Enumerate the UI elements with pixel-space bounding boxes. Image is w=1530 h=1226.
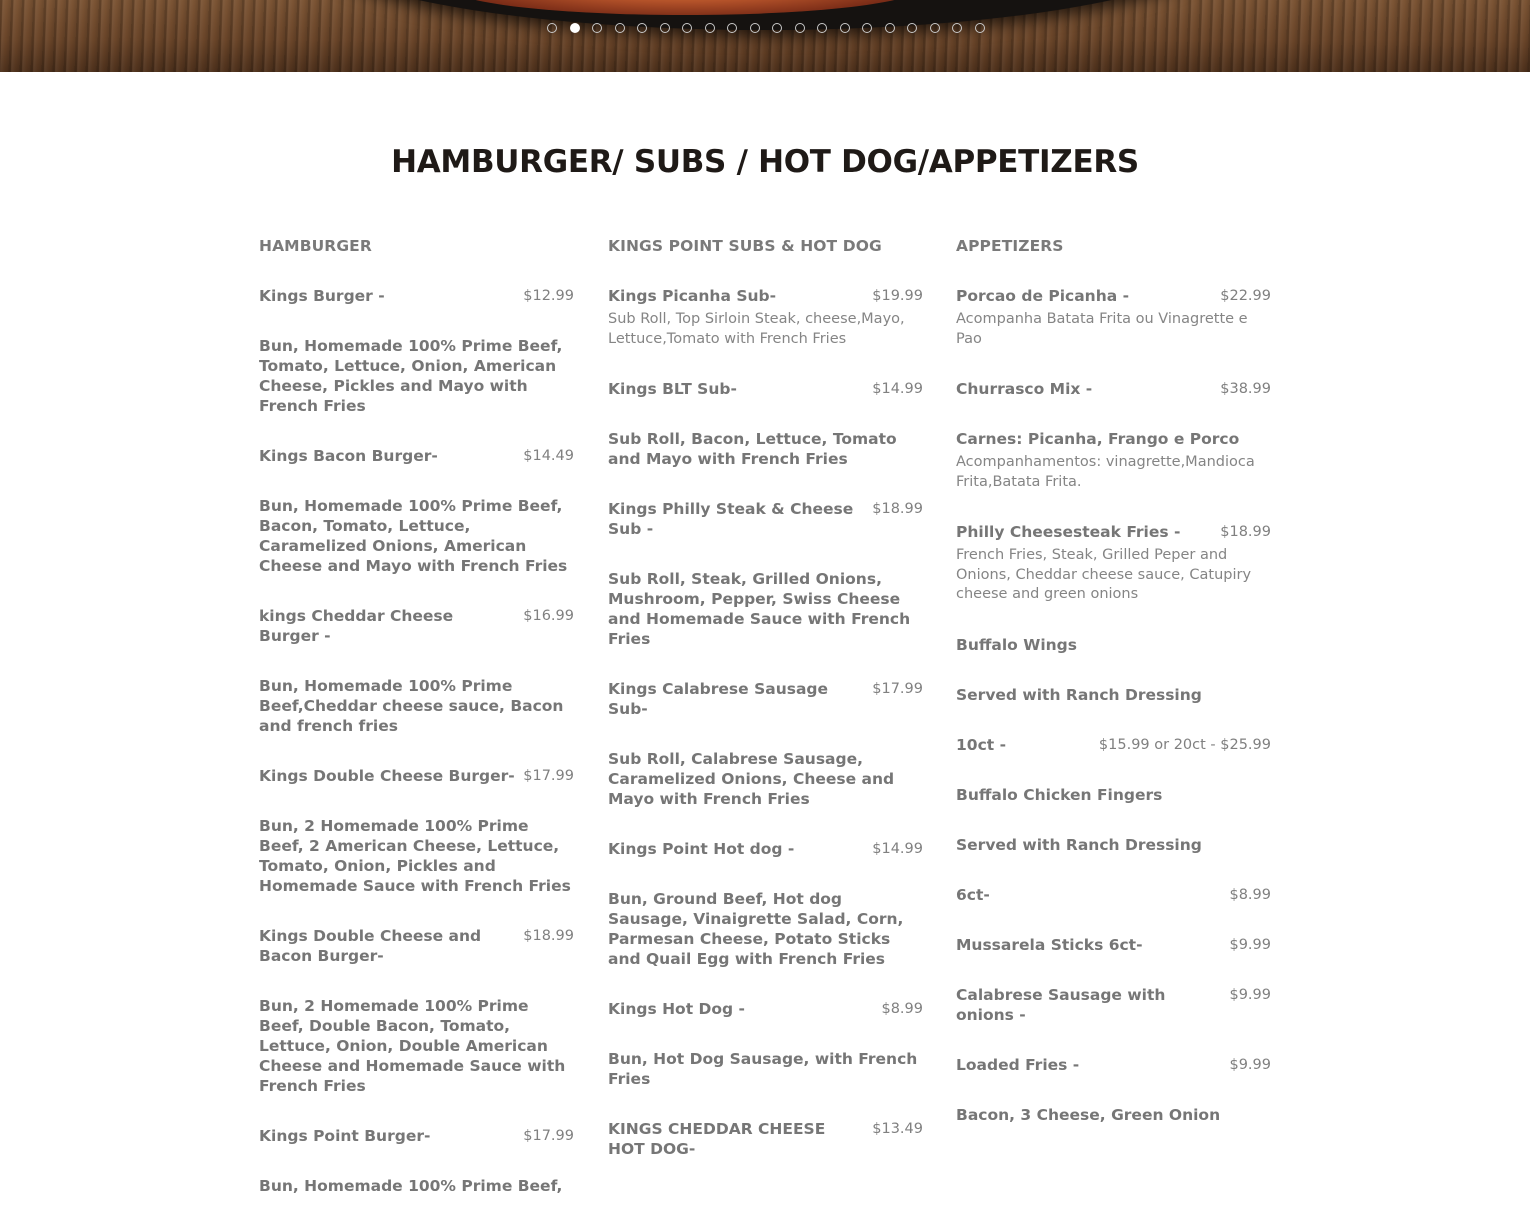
menu-item [608,889,923,969]
slider-dot-18[interactable] [930,23,940,33]
menu-item [259,496,574,576]
menu-item-price: $8.99 [1229,886,1271,903]
menu-item-price: $16.99 [523,608,574,624]
menu-item [608,999,923,1019]
menu-item-price: $17.99 [872,681,923,697]
menu-item-name: 6ct- [956,885,990,904]
menu-item-name: Kings BLT Sub- [608,380,737,398]
menu-item [259,446,574,466]
slider-dot-16[interactable] [885,23,895,33]
menu-item-row [608,1049,923,1089]
menu-item [956,522,1271,605]
menu-item-name: KINGS CHEDDAR CHEESE HOT DOG- [608,1120,826,1158]
menu-item-name: Bun, Homemade 100% Prime Beef, Tomato, Lettuce, Onion, American Cheese, Pickles and Mayo with French Fries [259,337,563,415]
slider-dot-17[interactable] [907,23,917,33]
menu-item-name: Kings Bacon Burger- [259,447,438,465]
menu-item [608,679,923,719]
menu-item-price: $18.99 [872,501,923,517]
menu-item-price: $18.99 [1220,524,1271,540]
slider-dot-1[interactable] [547,23,557,33]
menu-item-row [956,785,1271,805]
menu-item-name: Served with Ranch Dressing [956,685,1202,704]
menu-item-name: Buffalo Chicken Fingers [956,785,1163,804]
menu-item-name: Kings Point Burger- [259,1127,431,1145]
menu-item [259,766,574,786]
menu-item-row [259,676,574,736]
menu-item-price: $19.99 [872,288,923,304]
slider-dot-3[interactable] [592,23,602,33]
menu-item [608,1049,923,1089]
menu-column-subs-hotdog [608,236,923,1189]
menu-item-name: Kings Picanha Sub- [608,287,777,305]
menu-item [608,499,923,539]
menu-item-row [956,635,1271,655]
slider-dot-10[interactable] [750,23,760,33]
menu-item [956,735,1271,755]
menu-item-row [608,1119,923,1159]
category-heading: HAMBURGER [259,237,372,255]
menu-item [956,379,1271,399]
menu-item [956,835,1271,855]
menu-item [608,569,923,649]
menu-item-row [608,679,923,719]
menu-item-row [608,749,923,809]
menu-item-row [608,889,923,969]
menu-item-price: $14.99 [872,381,923,397]
slider-dot-14[interactable] [840,23,850,33]
menu-item [956,635,1271,655]
menu-item-row [956,885,1271,905]
menu-item-row [259,496,574,576]
slider-pagination [547,23,985,33]
menu-item-row [956,429,1271,449]
menu-item [956,985,1271,1025]
menu-item-name: Sub Roll, Bacon, Lettuce, Tomato and Mayo with French Fries [608,430,897,468]
menu-item-name: Bun, 2 Homemade 100% Prime Beef, Double Bacon, Tomato, Lettuce, Onion, Double American Cheese and Homemade Sauce with French Fries [259,997,566,1095]
menu-column-hamburger [259,236,574,1226]
menu-item-description: Sub Roll, Top Sirloin Steak, cheese,Mayo, Lettuce,Tomato with French Fries [608,311,905,347]
menu-item-price: $38.99 [1220,381,1271,397]
menu-item-name: Bun, Homemade 100% Prime Beef, Bacon, Tomato, Lettuce, Caramelized Onions, American Cheese and Mayo with French Fries [259,497,568,575]
menu-item-name: Carnes: Picanha, Frango e Porco [956,430,1240,448]
menu-item-row [956,835,1271,855]
menu-item-price: $17.99 [523,768,574,784]
slider-dot-7[interactable] [682,23,692,33]
slider-dot-8[interactable] [705,23,715,33]
menu-item-row [608,999,923,1019]
menu-item-name: Bun, Hot Dog Sausage, with French Fries [608,1050,918,1088]
menu-item [259,996,574,1096]
menu-item-row [259,926,574,966]
menu-item-row [956,379,1271,399]
menu-item-name: Kings Double Cheese and Bacon Burger- [259,927,482,965]
menu-item-name: Kings Philly Steak & Cheese Sub - [608,500,854,538]
menu-item [259,676,574,736]
menu-item-price: $15.99 or 20ct - $25.99 [1098,736,1271,753]
menu-item-name: Sub Roll, Steak, Grilled Onions, Mushroom, Pepper, Swiss Cheese and Homemade Sauce with French Fries [608,570,911,648]
menu-item-price: $9.99 [1229,1056,1271,1073]
slider-dot-11[interactable] [772,23,782,33]
menu-item [259,926,574,966]
menu-item-row [956,935,1271,955]
menu-item-price: $13.49 [872,1121,923,1137]
menu-item-row [259,606,574,646]
slider-dot-20[interactable] [975,23,985,33]
menu-item-row [608,569,923,649]
menu-item-name: kings Cheddar Cheese Burger - [259,607,454,645]
menu-item-row [956,735,1271,755]
menu-item-row [956,1105,1271,1125]
page-title: HAMBURGER/ SUBS / HOT DOG/APPETIZERS [391,144,1139,180]
category-heading: KINGS POINT SUBS & HOT DOG [608,237,882,255]
menu-item-name: Loaded Fries - [956,1055,1080,1074]
menu-item-name: Sub Roll, Calabrese Sausage, Caramelized Onions, Cheese and Mayo with French Fries [608,750,895,808]
slider-dot-12[interactable] [795,23,805,33]
menu-item-price: $17.99 [523,1128,574,1144]
menu-item [956,1105,1271,1125]
menu-item [608,749,923,809]
menu-item-name: Kings Hot Dog - [608,1000,745,1018]
menu-item-row [608,839,923,859]
menu-item-price: $8.99 [881,1001,923,1017]
menu-item-row [259,446,574,466]
menu-item [259,336,574,416]
menu-item-row [259,286,574,306]
menu-item-row [259,816,574,896]
menu-item-description: French Fries, Steak, Grilled Peper and Onions, Cheddar cheese sauce, Catupiry cheese and green onions [956,547,1252,602]
slider-dot-5[interactable] [637,23,647,33]
menu-item-name: Kings Point Hot dog - [608,840,795,858]
menu-item-price: $14.49 [523,448,574,464]
category-heading: APPETIZERS [956,237,1064,255]
slider-dot-13[interactable] [817,23,827,33]
menu-item-row [608,429,923,469]
menu-item-name: Kings Calabrese Sausage Sub- [608,680,829,718]
menu-item-name: Kings Double Cheese Burger- [259,767,515,785]
menu-item [259,286,574,306]
menu-item-price: $9.99 [1229,986,1271,1003]
menu-item [956,935,1271,955]
menu-item [956,286,1271,349]
menu-item-row [259,336,574,416]
menu-item-row [608,286,923,306]
menu-item [259,816,574,896]
menu-item [608,286,923,349]
menu-item-description: Acompanha Batata Frita ou Vinagrette e Pao [956,311,1248,347]
menu-item-row [956,522,1271,542]
menu-item-row [956,1055,1271,1075]
menu-item [608,1119,923,1159]
menu-item-description: Acompanhamentos: vinagrette,Mandioca Frita,Batata Frita. [956,454,1255,490]
slider-dot-2[interactable] [570,23,580,33]
menu-item-name: Churrasco Mix - [956,380,1093,398]
menu-item [956,885,1271,905]
menu-item [956,685,1271,705]
slider-dot-4[interactable] [615,23,625,33]
menu-item-row [608,379,923,399]
menu-item-name: Buffalo Wings [956,635,1077,654]
menu-item [259,1176,574,1196]
menu-item-name: Served with Ranch Dressing [956,835,1202,854]
menu-item [956,1055,1271,1075]
menu-item [608,429,923,469]
menu-item-price: $9.99 [1229,936,1271,953]
menu-item-price: $22.99 [1220,288,1271,304]
menu-item-row [956,286,1271,306]
menu-item-row [259,766,574,786]
menu-item [956,429,1271,492]
slider-dot-15[interactable] [862,23,872,33]
menu-item-row [259,1126,574,1146]
menu-item-row [956,685,1271,705]
menu-item-row [956,985,1271,1025]
menu-item-price: $18.99 [523,928,574,944]
slider-dot-6[interactable] [660,23,670,33]
menu-item [608,839,923,859]
slider-dot-19[interactable] [952,23,962,33]
menu-item-row [259,996,574,1096]
menu-item [956,785,1271,805]
slider-dot-9[interactable] [727,23,737,33]
menu-item-price: $14.99 [872,841,923,857]
menu-item-name: Bun, Homemade 100% Prime Beef,Cheddar cheese sauce, Bacon and french fries [259,677,564,735]
menu-column-appetizers [956,236,1271,1155]
hero-image [0,0,1530,72]
menu-item-name: Porcao de Picanha - [956,287,1130,305]
menu-item [259,606,574,646]
menu-item [259,1126,574,1146]
menu-item-name: Mussarela Sticks 6ct- [956,935,1143,954]
menu-item-row [259,1176,574,1196]
menu-item-row [608,499,923,539]
menu-item [608,379,923,399]
menu-item-name: Calabrese Sausage with onions - [956,985,1166,1024]
menu-item-name: Bun, Ground Beef, Hot dog Sausage, Vinaigrette Salad, Corn, Parmesan Cheese, Potato Sticks and Quail Egg with French Fries [608,890,904,968]
menu-item-name: Bun, 2 Homemade 100% Prime Beef, 2 American Cheese, Lettuce, Tomato, Onion, Pickles and Homemade Sauce with French Fries [259,817,571,895]
menu-item-name: 10ct - [956,735,1006,754]
menu-item-name: Bun, Homemade 100% Prime Beef, [259,1177,563,1195]
menu-item-price: $12.99 [523,288,574,304]
menu-item-name: Kings Burger - [259,287,385,305]
menu-item-name: Philly Cheesesteak Fries - [956,523,1181,541]
menu-item-name: Bacon, 3 Cheese, Green Onion [956,1105,1221,1124]
